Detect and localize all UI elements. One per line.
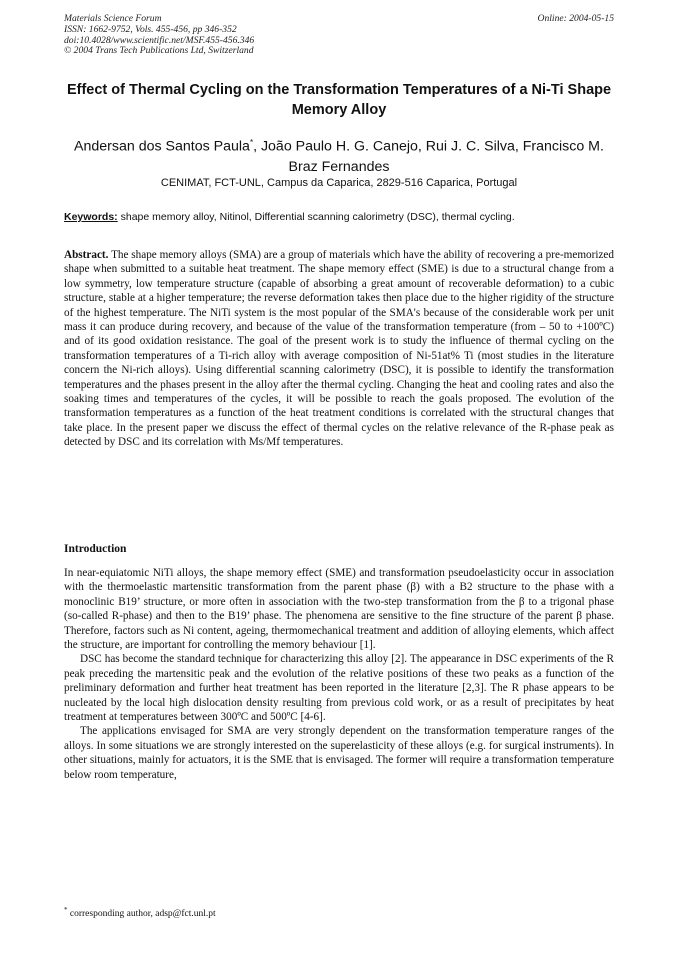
introduction-body <box>64 566 614 782</box>
issn-line: ISSN: 1662-9752, Vols. 455-456, pp 346-352 <box>64 23 237 35</box>
intro-paragraph: The applications envisaged for SMA are very strongly dependent on the transformation temperature ranges of the alloys. In some situations we are strongly interested on the superelasticity of these alloys (e.g. for surgical instruments). In other situations, mainly for actuators, it is the SME that is envisaged. The former will require a transformation temperature below room temperature, <box>64 725 614 781</box>
keywords-line <box>64 210 618 224</box>
keywords-label: Keywords: <box>64 211 118 223</box>
intro-paragraph: DSC has become the standard technique for characterizing this alloy [2]. The appearance in DSC experiments of the R peak preceding the martensitic peak and the evolution of the relative positions of these two peaks as a function of the preliminary deformation and further heat treatment has been reported in the literature [2,3]. The R phase appears to be nucleated by the local high dislocation density resulting from previous cold work, or as a result of precipitates by heat treatment at temperatures between 300ºC and 500ºC [4-6]. <box>64 653 614 724</box>
corresponding-author-mark: * <box>249 138 254 147</box>
footnote <box>64 904 216 920</box>
first-author: Andersan dos Santos Paula <box>74 138 250 155</box>
affiliation: CENIMAT, FCT-UNL, Campus da Caparica, 2829-516 Caparica, Portugal <box>160 177 518 189</box>
footnote-text: corresponding author, adsp@fct.unl.pt <box>67 909 216 920</box>
online-date: Online: 2004-05-15 <box>537 13 614 24</box>
copyright-line: © 2004 Trans Tech Publications Ltd, Switzerland <box>64 45 254 57</box>
author-list <box>64 133 614 177</box>
doi-line: doi:10.4028/www.scientific.net/MSF.455-456.346 <box>64 34 255 46</box>
introduction-heading: Introduction <box>64 543 127 555</box>
paper-title: Effect of Thermal Cycling on the Transformation Temperatures of a Ni-Ti Shape Memory Alloy <box>66 82 612 118</box>
keywords-text: shape memory alloy, Nitinol, Differential scanning calorimetry (DSC), thermal cycling. <box>117 211 515 223</box>
intro-paragraph: In near-equiatomic NiTi alloys, the shape memory effect (SME) and transformation pseudoelasticity occur in association with the thermoelastic martensitic transformation from the parent phase (β) with a B2 structure to the phase with a monoclinic B19’ structure, or more often in association with the two-step transformation from the β to a trigonal phase (so-called R-phase) and then to the B19’ phase. The phenomena are sensitive to the fine structure of the parent β phase. Therefore, factors such as Ni content, ageing, thermomechanical treatment and addition of alloying elements, which affect the structure, are important for controlling the memory behaviour [1]. <box>64 567 614 652</box>
abstract-label: Abstract. <box>64 249 109 261</box>
other-authors: , João Paulo H. G. Canejo, Rui J. C. Silva, Francisco M. Braz Fernandes <box>253 138 604 175</box>
journal-name: Materials Science Forum <box>64 13 162 24</box>
abstract-text: The shape memory alloys (SMA) are a group of materials which have the ability of recovering a pre-memorized shape when submitted to a suitable heat treatment. The shape memory effect (SME) is due to a structural change from a low symmetry, low temperature structure (capable of absorbing a great amount of recoverable deformation) to a cubic structure, stable at a higher temperature; the reverse deformation takes then place due to the higher rigidity of the structure of the highest temperature. The NiTi system is the most popular of the SMA's because of the considerable work per unit mass it can produce during recovery, and because of the value of the transformation temperature (from – 50 to +100ºC) and of its good oxidation resistance. The goal of the present work is to study the influence of thermal cycling on the transformation temperatures of a Ti-rich alloy with average composition of Ni-51at% Ti (most studies in the literature concern the Ni-rich alloys). Using differential scanning calorimetry (DSC), it is possible to identify the transformation temperatures and the phases present in the alloy after the thermal cycling. Changing the heat and cooling rates and also the soaking times and temperatures of the cycles, it will be possible to reach the goals proposed. The evolution of the transformation temperatures as a function of the heat treatment conditions is correlated with the structural changes that take place. In the present paper we discuss the effect of thermal cycles on the relative relevance of the R-phase peak as detected by DSC and its correlation with Ms/Mf temperatures. <box>64 249 614 449</box>
footnote-mark: * <box>64 906 68 914</box>
journal-header <box>64 14 614 57</box>
abstract <box>64 248 614 450</box>
